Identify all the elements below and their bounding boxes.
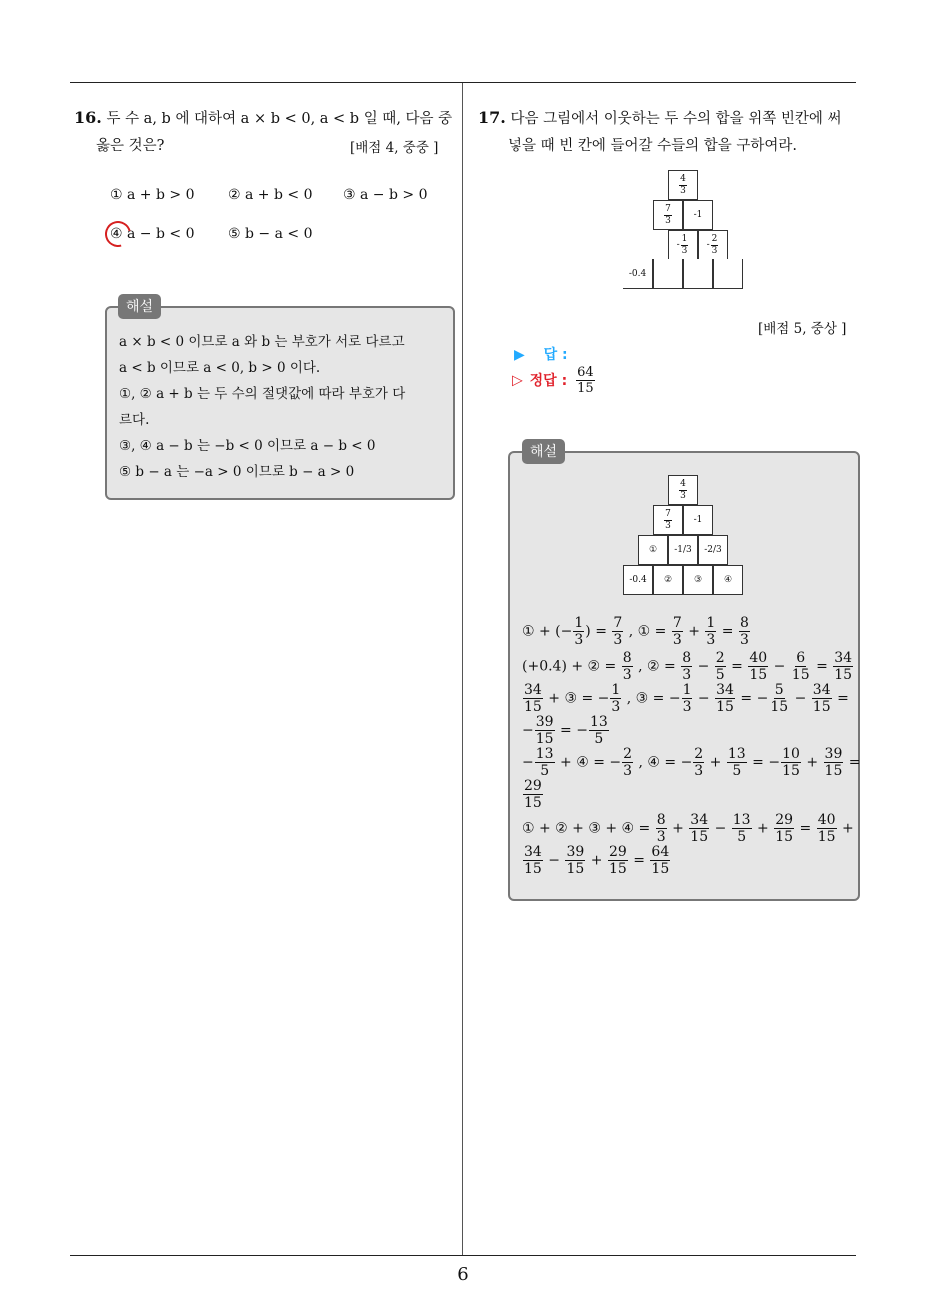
pyramid-cell-row3-b: - $\frac{2}{3}$ — [698, 230, 728, 260]
pyramid-cell-row4-2 — [653, 259, 683, 289]
explanation-line: ③, ④ a − b 는 −b < 0 이므로 a − b < 0 — [119, 438, 376, 454]
answer-row — [514, 344, 568, 364]
solution-cell-row3-3: -2/3 — [698, 535, 728, 565]
pyramid-cell-row2-right: -1 — [683, 200, 713, 230]
pyramid-cell-row4-3 — [683, 259, 713, 289]
top-rule — [70, 82, 856, 83]
question-meta: [배점 5, 중상 ] — [758, 321, 847, 337]
question-text-line2: 넣을 때 빈 칸에 들어갈 수들의 합을 구하여라. — [508, 138, 797, 154]
solution-cell-row3-1: ① — [638, 535, 668, 565]
bottom-rule — [70, 1255, 856, 1256]
solution-cell-row4-3: ③ — [683, 565, 713, 595]
question-17 — [478, 104, 858, 160]
pyramid-cell-row2-left: $\frac{7}{3}$ — [653, 200, 683, 230]
question-text-line1: 다음 그림에서 이웃하는 두 수의 합을 위쪽 빈칸에 써 — [510, 111, 842, 127]
choice-4[interactable]: ④ a − b < 0 — [110, 226, 195, 242]
solution-equation-4: − $\frac{13}{5}$ + ④ = − $\frac{2}{3}$ , ④ = − $\frac{2}{3}$ + $\frac{13}{5}$ = − $\frac{10}{15}$ + $\frac{39}{15}$ = — [522, 746, 861, 779]
solution-cell-row2-left: $\frac{7}{3}$ — [653, 505, 683, 535]
choice-2[interactable]: ② a + b < 0 — [228, 187, 313, 203]
solution-equation-5: ① + ② + ③ + ④ = $\frac{8}{3}$ + $\frac{34}{15}$ − $\frac{13}{5}$ + $\frac{29}{15}$ = $\frac{40}{15}$ + — [522, 812, 854, 845]
solution-cell-row2-right: -1 — [683, 505, 713, 535]
choice-3[interactable]: ③ a − b > 0 — [343, 187, 428, 203]
solution-equation-1: ① + (− $\frac{1}{3}$ ) = $\frac{7}{3}$ , ① = $\frac{7}{3}$ + $\frac{1}{3}$ = $\frac{8}{3}$ — [522, 615, 749, 648]
column-divider — [462, 83, 463, 1255]
selected-answer-mark — [100, 216, 136, 252]
play-arrow-icon: ▶ — [514, 347, 525, 363]
correct-label: 정답 : — [529, 372, 568, 389]
explanation-tag: 해설 — [522, 439, 565, 464]
choice-5[interactable]: ⑤ b − a < 0 — [228, 226, 313, 242]
explanation-line: a × b < 0 이므로 a 와 b 는 부호가 서로 다르고 — [119, 334, 405, 350]
solution-equation-5b: $\frac{34}{15}$ − $\frac{39}{15}$ + $\frac{29}{15}$ = $\frac{64}{15}$ — [524, 844, 670, 877]
explanation-line: ⑤ b − a 는 −a > 0 이므로 b − a > 0 — [119, 464, 355, 480]
question-number: 16. — [74, 108, 102, 127]
solution-equation-3b: − $\frac{39}{15}$ = − $\frac{13}{5}$ — [522, 714, 608, 747]
solution-equation-2: (+0.4) + ② = $\frac{8}{3}$ , ② = $\frac{8}{3}$ − $\frac{2}{5}$ = $\frac{40}{15}$ − $\frac{6}{15}$ = $\frac{34}{15}$ — [522, 650, 853, 683]
pyramid-cell-row4-4 — [713, 259, 743, 289]
explanation-line: a < b 이므로 a < 0, b > 0 이다. — [119, 360, 321, 376]
question-meta: [배점 4, 중중 ] — [350, 140, 439, 156]
pyramid-cell-top: $\frac{4}{3}$ — [668, 170, 698, 200]
solution-cell-top: $\frac{4}{3}$ — [668, 475, 698, 505]
explanation-tag: 해설 — [118, 294, 161, 319]
answer-label: 답 : — [543, 347, 568, 363]
explanation-line: 르다. — [119, 412, 150, 428]
explanation-line: ①, ② a + b 는 두 수의 절댓값에 따라 부호가 다 — [119, 386, 406, 402]
question-text-line2: 옳은 것은? — [96, 138, 165, 154]
pyramid-cell-row4-1: -0.4 — [623, 259, 653, 289]
outline-arrow-icon: ▷ — [512, 372, 523, 389]
explanation-box-16 — [105, 306, 455, 500]
solution-cell-row4-2: ② — [653, 565, 683, 595]
explanation-box-17 — [508, 451, 860, 901]
question-text-line1: 두 수 a, b 에 대하여 a × b < 0, a < b 일 때, 다음 중 — [106, 111, 453, 127]
page-number: 6 — [457, 1264, 469, 1285]
solution-cell-row4-4: ④ — [713, 565, 743, 595]
pyramid-cell-row3-a: - $\frac{1}{3}$ — [668, 230, 698, 260]
solution-equation-3: $\frac{34}{15}$ + ③ = − $\frac{1}{3}$ , ③ = − $\frac{1}{3}$ − $\frac{34}{15}$ = − $\frac{5}{15}$ − $\frac{34}{15}$ = — [524, 682, 849, 715]
correct-answer-value: $\frac{64}{15}$ — [577, 365, 594, 396]
solution-cell-row4-1: -0.4 — [623, 565, 653, 595]
choice-1[interactable]: ① a + b > 0 — [110, 187, 195, 203]
correct-answer-row — [512, 366, 596, 395]
solution-equation-4b: $\frac{29}{15}$ — [524, 778, 542, 811]
solution-cell-row3-2: -1/3 — [668, 535, 698, 565]
question-number: 17. — [478, 108, 506, 127]
